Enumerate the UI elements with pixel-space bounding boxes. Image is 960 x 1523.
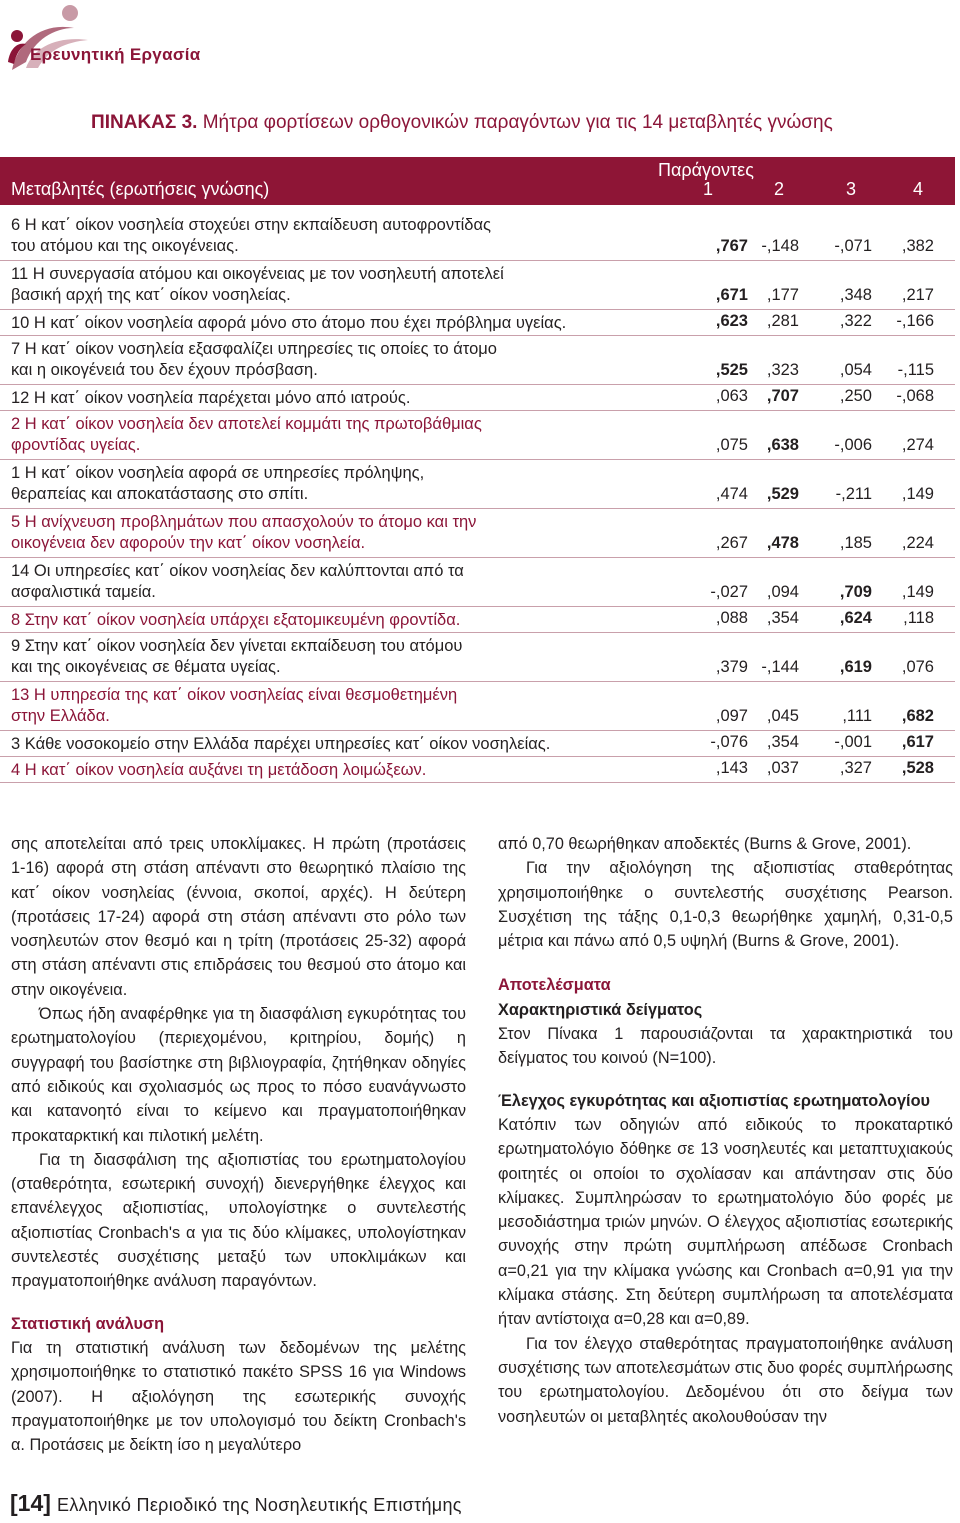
- paragraph: Για τη στατιστική ανάλυση των δεδομένων της μελέτης χρησιμοποιήθηκε το στατιστικό πακέτο SPSS 16 για Windows (2007). Η αξιολόγηση της εσωτερικής συνοχής πραγματοποιήθηκε με τον υπολογισμό του δείκτη Cronbach's α. Προτάσεις με δείκτη ίσο η μεγαλύτερο: [11, 1338, 466, 1455]
- table-row: [0, 634, 955, 682]
- factor-3-loading: ,185: [839, 534, 872, 552]
- factor-1-loading: ,671: [715, 286, 748, 304]
- factor-4-loading: ,149: [901, 485, 934, 503]
- table-number: ΠΙΝΑΚΑΣ 3.: [91, 112, 198, 133]
- journal-title: Ελληνικό Περιοδικό της Νοσηλευτικής Επιστήμης: [57, 1495, 462, 1515]
- factor-2-loading: ,045: [766, 707, 799, 725]
- table-row: [0, 559, 955, 607]
- factor-3-loading: -,006: [834, 436, 872, 454]
- factor-3-loading: ,624: [839, 609, 872, 627]
- factor-2-loading: -,148: [761, 237, 799, 255]
- factor-2-loading: -,144: [761, 658, 799, 676]
- row-label: και της οικογένειας σε θέματα υγείας.: [11, 658, 281, 676]
- factor-1-loading: -,027: [710, 583, 748, 601]
- paragraph: Στον Πίνακα 1 παρουσιάζονται τα χαρακτηριστικά του δείγματος του κοινού (Ν=100).: [498, 1025, 953, 1068]
- factor-2-loading: ,037: [766, 759, 799, 777]
- factor-3-loading: ,322: [839, 312, 872, 330]
- row-label: ασφαλιστικά ταμεία.: [11, 583, 156, 601]
- row-label: 2 Η κατ΄ οίκον νοσηλεία δεν αποτελεί κομμάτι της πρωτοβάθμιας: [11, 415, 482, 433]
- table-header: [0, 157, 955, 205]
- row-label: 5 Η ανίχνευση προβλημάτων που απασχολούν το άτομο και την: [11, 513, 477, 531]
- factors-header: Παράγοντες: [658, 160, 754, 180]
- factor-4-loading: ,149: [901, 583, 934, 601]
- table-row: [0, 732, 955, 757]
- row-label: φροντίδας υγείας.: [11, 436, 141, 454]
- factor-2-loading: ,638: [766, 436, 799, 454]
- factor-1-loading: -,076: [710, 733, 748, 751]
- table-row: [0, 412, 955, 460]
- paragraph: από 0,70 θεωρήθηκαν αποδεκτές (Burns & Grove, 2001).: [498, 835, 912, 853]
- factor-1-header: 1: [702, 179, 713, 199]
- table-row: [0, 386, 955, 411]
- factor-1-loading: ,525: [715, 361, 748, 379]
- row-label: θεραπείας και αποκατάστασης στο σπίτι.: [11, 485, 309, 503]
- heading-validity: Έλεγχος εγκυρότητας και αξιοπιστίας ερωτηματολογίου: [498, 1091, 930, 1110]
- page-number: [14]: [10, 1490, 51, 1516]
- row-label: 7 Η κατ΄ οίκον νοσηλεία εξασφαλίζει υπηρεσίες τις οποίες το άτομο: [11, 340, 497, 358]
- factor-1-loading: ,088: [715, 609, 748, 627]
- factor-2-loading: ,323: [766, 361, 799, 379]
- factor-1-loading: ,379: [715, 658, 748, 676]
- factor-3-loading: ,054: [839, 361, 872, 379]
- factor-1-loading: ,474: [715, 485, 748, 503]
- row-label: 12 Η κατ΄ οίκον νοσηλεία παρέχεται μόνο από ιατρούς.: [11, 389, 411, 407]
- table-row: [0, 311, 955, 336]
- factor-1-loading: ,623: [715, 312, 748, 330]
- section-brand: Ερευνητική Εργασία: [30, 45, 201, 64]
- table-row: [0, 461, 955, 509]
- table-row: [0, 337, 955, 385]
- factor-4-loading: ,217: [901, 286, 934, 304]
- table-row: [0, 262, 955, 310]
- row-label: 3 Κάθε νοσοκομείο στην Ελλάδα παρέχει υπηρεσίες κατ΄ οίκον νοσηλείας.: [11, 735, 551, 753]
- factor-3-loading: -,211: [835, 485, 872, 503]
- factor-4-loading: ,528: [901, 759, 934, 777]
- left-column: [11, 832, 466, 1457]
- table-row: [0, 213, 955, 261]
- factor-4-loading: ,224: [901, 534, 934, 552]
- heading-results: Αποτελέσματα: [498, 976, 611, 995]
- factor-1-loading: ,767: [715, 237, 748, 255]
- table-row: [0, 608, 955, 633]
- factor-3-loading: ,111: [842, 707, 872, 725]
- factor-4-loading: ,617: [901, 733, 934, 751]
- right-column: [498, 832, 953, 1429]
- paragraph: Για τον έλεγχο σταθερότητας πραγματοποιήθηκε ανάλυση συσχέτισης των αποτελεσμάτων στις δυο φορές συμπλήρωσης του ερωτηματολογίου. Δεδομένου ότι στο δείγμα των νοσηλευτών οι μεταβλητές ακολουθούσαν την: [498, 1334, 953, 1426]
- row-label: οικογένεια δεν αφορούν την κατ΄ οίκον νοσηλεία.: [11, 534, 366, 552]
- factor-2-loading: ,094: [766, 583, 799, 601]
- factor-1-loading: ,063: [715, 387, 748, 405]
- factor-2-loading: ,354: [766, 609, 799, 627]
- heading-statistics: Στατιστική ανάλυση: [11, 1314, 165, 1333]
- page-footer: [10, 1490, 462, 1517]
- factor-4-loading: -,068: [896, 387, 934, 405]
- factor-3-loading: ,250: [839, 387, 872, 405]
- row-label: 11 Η συνεργασία ατόμου και οικογένειας με τον νοσηλευτή αποτελεί: [11, 265, 504, 283]
- row-label: βασική αρχή της κατ΄ οίκον νοσηλείας.: [11, 286, 291, 304]
- row-label: 14 Οι υπηρεσίες κατ΄ οίκον νοσηλείας δεν καλύπτονται από τα: [11, 562, 464, 580]
- factor-4-loading: ,118: [903, 609, 934, 627]
- row-label: 9 Στην κατ΄ οίκον νοσηλεία δεν γίνεται εκπαίδευση του ατόμου: [11, 637, 463, 655]
- heading-sample: Χαρακτηριστικά δείγματος: [498, 1000, 703, 1019]
- row-label: 6 Η κατ΄ οίκον νοσηλεία στοχεύει στην εκπαίδευση αυτοφροντίδας: [11, 216, 491, 234]
- factor-2-loading: ,478: [766, 534, 799, 552]
- factor-2-loading: ,177: [766, 286, 799, 304]
- paragraph: σης αποτελείται από τρεις υποκλίμακες. Η πρώτη (προτάσεις 1-16) αφορά στη στάση απέναντι στο θεωρητικό πλαίσιο της κατ΄ οίκον νοσηλείας (έννοια, σκοποί, αρχές). Η δεύτερη (προτάσεις 17-24) αφορά στη στάση απέναντι στο ρόλο των νοσηλευτών στον θεσμό και η τρίτη (προτάσεις 25-32) αφορά στη στάση απέναντι στις επιδράσεις του θεσμού στο άτομο και στην οικογένεια.: [11, 835, 466, 999]
- factor-3-loading: -,001: [834, 733, 872, 751]
- row-label: 10 Η κατ΄ οίκον νοσηλεία αφορά μόνο στο άτομο που έχει πρόβλημα υγείας.: [11, 314, 567, 332]
- row-label: και η οικογένειά του δεν έχουν πρόσβαση.: [11, 361, 318, 379]
- factor-2-header: 2: [773, 179, 784, 199]
- row-label: στην Ελλάδα.: [11, 707, 110, 725]
- factor-3-loading: ,709: [839, 583, 872, 601]
- factor-4-loading: ,076: [901, 658, 934, 676]
- table-row: [0, 683, 955, 731]
- factor-2-loading: ,354: [766, 733, 799, 751]
- paragraph: Για την αξιολόγηση της αξιοπιστίας σταθερότητας χρησιμοποιήθηκε ο συντελεστής συσχέτισης Pearson. Συσχέτιση της τάξης 0,1-0,3 θεωρήθηκε χαμηλή, 0,31-0,5 μέτρια και πάνω από 0,5 υψηλή (Burns & Grove, 2001).: [498, 859, 953, 951]
- table-title: [91, 112, 833, 134]
- factor-1-loading: ,097: [715, 707, 748, 725]
- factor-2-loading: ,281: [766, 312, 799, 330]
- row-label: 8 Στην κατ΄ οίκον νοσηλεία υπάρχει εξατομικευμένη φροντίδα.: [11, 611, 461, 629]
- paragraph: Κατόπιν των οδηγιών από ειδικούς το προκαταρτικό ερωτηματολόγιο δόθηκε σε 13 νοσηλευτές και μεταπτυχιακούς φοιτητές οι οποίοι το σχολίασαν και απάντησαν στις δύο κλίμακες. Συμπληρώσαν το ερωτηματολόγιο δύο φορές με μεσοδιάστημα τριών μηνών. Ο έλεγχος αξιοπιστίας εσωτερικής συνοχής στην πρώτη συμπλήρωση απέδωσε Cronbach α=0,21 για την κλίμακα γνώσης και Cronbach α=0,91 για την κλίμακα στάσης. Στη δεύτερη συμπλήρωση τα αποτελέσματα ήταν αντίστοιχα α=0,28 και α=0,89.: [498, 1115, 953, 1329]
- factor-3-loading: -,071: [834, 237, 872, 255]
- factor-3-header: 3: [845, 179, 856, 199]
- factor-4-loading: ,682: [901, 707, 934, 725]
- row-label: του ατόμου και της οικογένειας.: [11, 237, 239, 255]
- factor-2-loading: ,529: [766, 485, 799, 503]
- factor-1-loading: ,075: [715, 436, 748, 454]
- factor-3-loading: ,348: [839, 286, 872, 304]
- factor-4-loading: -,115: [897, 361, 934, 379]
- factor-4-header: 4: [912, 179, 923, 199]
- table-row: [0, 758, 955, 783]
- paragraph: Για τη διασφάλιση της αξιοπιστίας του ερωτηματολογίου (σταθερότητα, εσωτερική συνοχή) διενεργήθηκε έλεγχος και επανέλεγχος αξιοπιστίας, υπολογίστηκε ο συντελεστής αξιοπιστίας Cronbach's α για τις δύο κλίμακες, υπολογίστηκαν συντελεστές συσχέτισης μεταξύ των υποκλιμάκων και πραγματοποιήθηκε ανάλυση παραγόντων.: [11, 1150, 466, 1291]
- variables-header: Μεταβλητές (ερωτήσεις γνώσης): [11, 179, 270, 199]
- factor-4-loading: ,382: [901, 237, 934, 255]
- table-caption: Μήτρα φορτίσεων ορθογονικών παραγόντων για τις 14 μεταβλητές γνώσης: [202, 112, 833, 133]
- paragraph: Όπως ήδη αναφέρθηκε για τη διασφάλιση εγκυρότητας του ερωτηματολογίου (περιεχομένου, κριτηρίου, δομής) η συγγραφή του βασίστηκε στη βιβλιογραφία, ζητήθηκαν οδηγίες από ειδικούς και σχολιασμός ως προς το πόσο ευανάγνωστο και κατανοητό είναι το κείμενο και πραγματοποιήθηκαν προκαταρκτική και πιλοτική μελέτη.: [11, 1005, 466, 1145]
- row-label: 13 Η υπηρεσία της κατ΄ οίκον νοσηλείας είναι θεσμοθετημένη: [11, 686, 458, 704]
- factor-1-loading: ,143: [715, 759, 748, 777]
- row-label: 1 Η κατ΄ οίκον νοσηλεία αφορά σε υπηρεσίες πρόληψης,: [11, 464, 425, 482]
- table-row: [0, 510, 955, 558]
- factor-4-loading: ,274: [901, 436, 934, 454]
- row-label: 4 Η κατ΄ οίκον νοσηλεία αυξάνει τη μετάδοση λοιμώξεων.: [11, 761, 427, 779]
- factor-1-loading: ,267: [715, 534, 748, 552]
- factor-3-loading: ,327: [839, 759, 872, 777]
- factor-2-loading: ,707: [766, 387, 799, 405]
- journal-logo-icon: [4, 0, 104, 80]
- factor-4-loading: -,166: [896, 312, 934, 330]
- factor-3-loading: ,619: [839, 658, 872, 676]
